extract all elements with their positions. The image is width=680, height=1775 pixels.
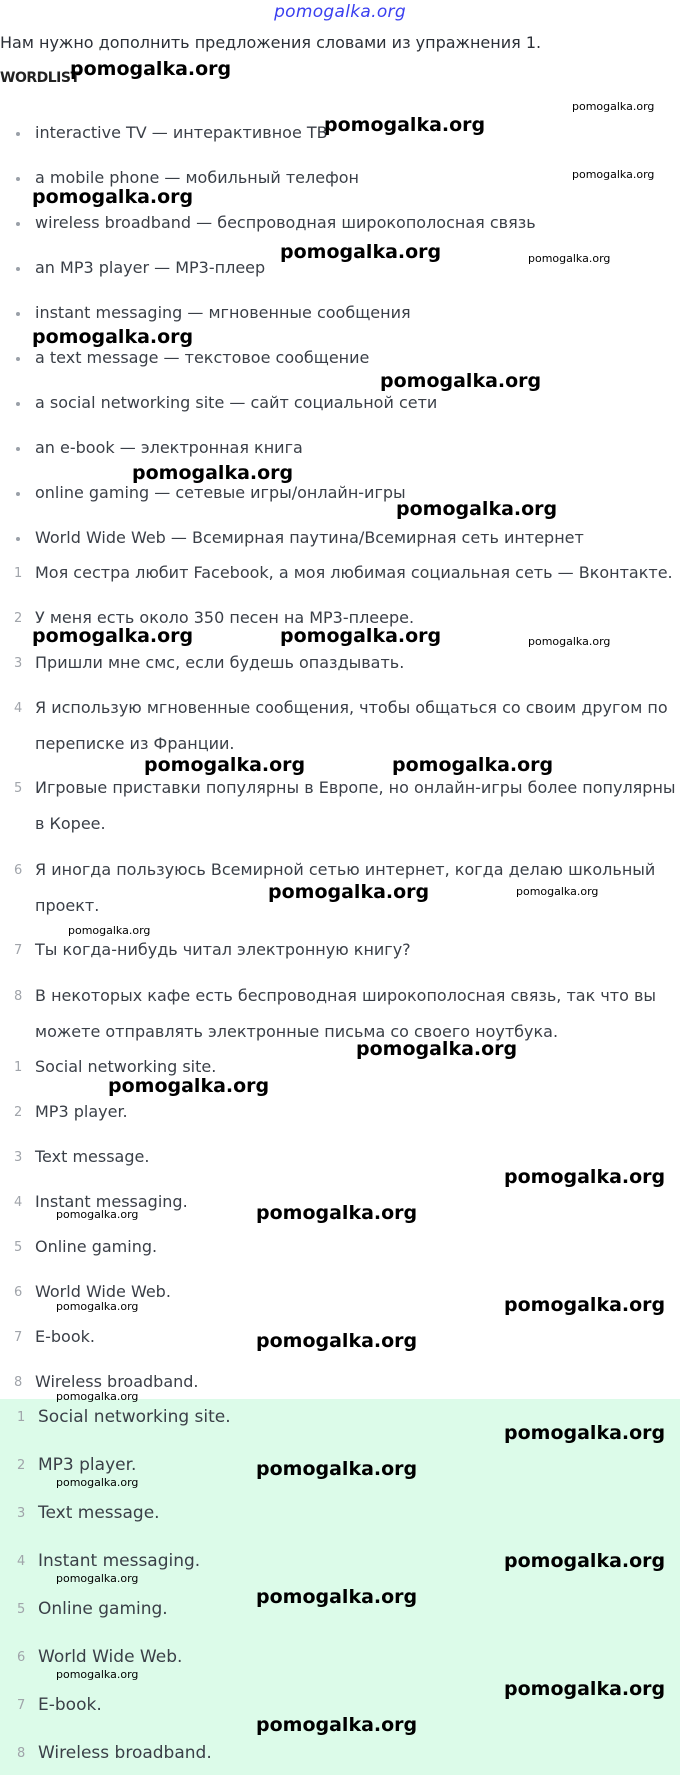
bullet-icon <box>16 492 20 496</box>
bullet-icon <box>16 267 20 271</box>
bullet-icon <box>16 312 20 316</box>
bullet-icon <box>16 132 20 136</box>
watermark: pomogalka.org <box>268 881 430 903</box>
watermark: pomogalka.org <box>380 370 542 392</box>
watermark: pomogalka.org <box>504 1422 666 1444</box>
watermark: pomogalka.org <box>528 635 611 648</box>
bullet-icon <box>16 402 20 406</box>
watermark: pomogalka.org <box>256 1458 418 1480</box>
watermark: pomogalka.org <box>256 1586 418 1608</box>
watermark: pomogalka.org <box>516 885 599 898</box>
watermark: pomogalka.org <box>256 1330 418 1352</box>
watermark: pomogalka.org <box>32 326 194 348</box>
bullet-icon <box>16 222 20 226</box>
watermark: pomogalka.org <box>256 1714 418 1736</box>
watermark: pomogalka.org <box>504 1550 666 1572</box>
wordlist-heading: WORDLIST <box>0 70 80 86</box>
watermark: pomogalka.org <box>572 100 655 113</box>
watermark: pomogalka.org <box>70 58 232 80</box>
watermark: pomogalka.org <box>528 252 611 265</box>
watermark: pomogalka.org <box>56 1300 139 1313</box>
watermark: pomogalka.org <box>356 1038 518 1060</box>
watermark: pomogalka.org <box>324 114 486 136</box>
bullet-icon <box>16 357 20 361</box>
watermark: pomogalka.org <box>56 1668 139 1681</box>
watermark: pomogalka.org <box>504 1166 666 1188</box>
watermark: pomogalka.org <box>392 754 554 776</box>
watermark: pomogalka.org <box>572 168 655 181</box>
highlighted-answer-block: 1 Social networking site. 2 MP3 player. 3 Text message. 4 Instant messaging. 5 Online gaming. 6 World Wide Web. 7 E-book. 8 Wireless broadband. <box>0 1399 680 1775</box>
watermark: pomogalka.org <box>504 1294 666 1316</box>
bullet-icon <box>16 447 20 451</box>
watermark: pomogalka.org <box>144 754 306 776</box>
watermark: pomogalka.org <box>132 462 294 484</box>
watermark: pomogalka.org <box>56 1572 139 1585</box>
watermark: pomogalka.org <box>32 186 194 208</box>
watermark: pomogalka.org <box>56 1476 139 1489</box>
watermark: pomogalka.org <box>504 1678 666 1700</box>
watermark: pomogalka.org <box>68 924 151 937</box>
watermark: pomogalka.org <box>56 1208 139 1221</box>
watermark: pomogalka.org <box>396 498 558 520</box>
intro-text: Нам нужно дополнить предложения словами из упражнения 1. <box>0 33 542 52</box>
bullet-icon <box>16 177 20 181</box>
watermark: pomogalka.org <box>56 1390 139 1403</box>
watermark: pomogalka.org <box>280 625 442 647</box>
watermark: pomogalka.org <box>256 1202 418 1224</box>
watermark: pomogalka.org <box>108 1075 270 1097</box>
bullet-icon <box>16 537 20 541</box>
watermark: pomogalka.org <box>32 625 194 647</box>
watermark: pomogalka.org <box>280 241 442 263</box>
site-header-logo[interactable]: pomogalka.org <box>274 2 406 22</box>
